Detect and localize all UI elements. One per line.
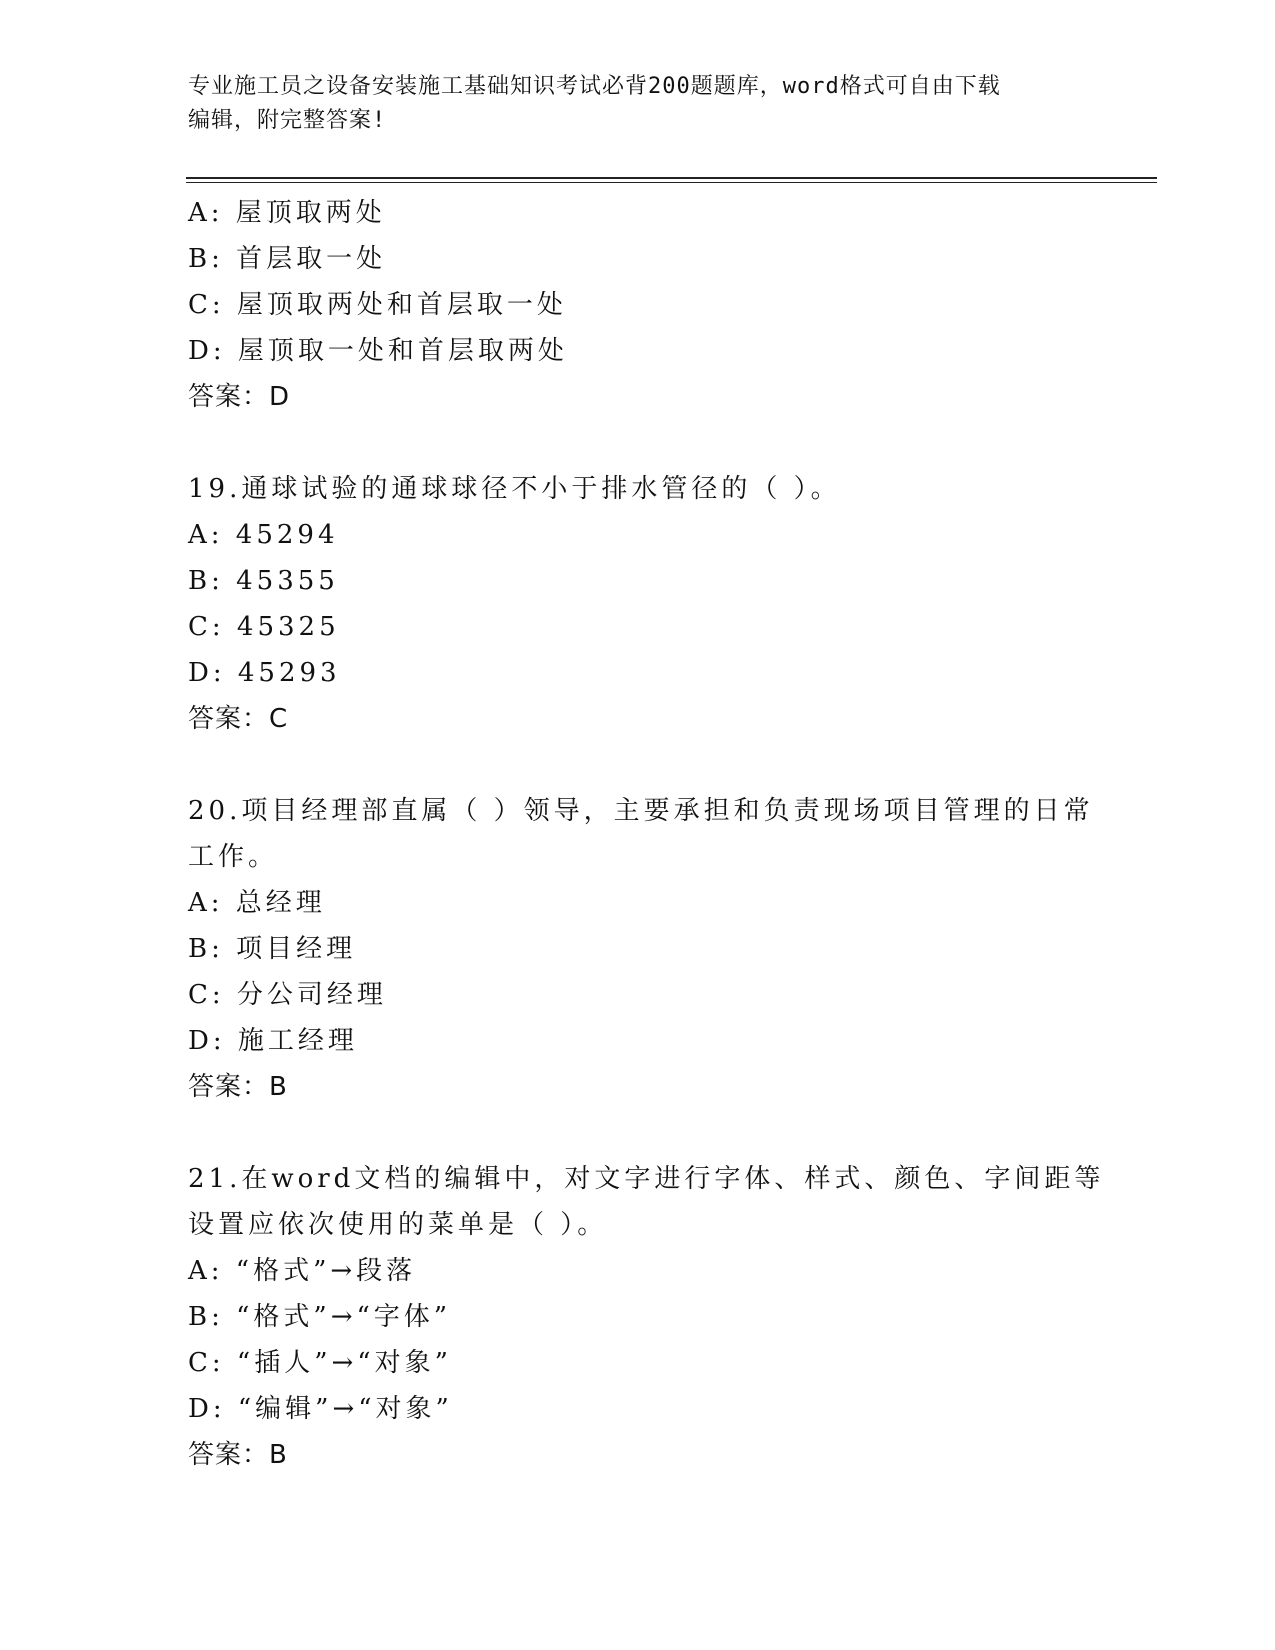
header-divider-thick xyxy=(186,177,1157,179)
option-b: B: “格式”→“字体” xyxy=(188,1302,452,1332)
question-text-line-2: 工作。 xyxy=(188,842,279,872)
answer: 答案：C xyxy=(188,704,289,734)
option-d: D: 45293 xyxy=(188,658,341,688)
document-header xyxy=(188,70,1068,138)
question-21 xyxy=(188,1156,1105,1478)
option-c: C: 屋顶取两处和首层取一处 xyxy=(188,290,567,320)
question-text-line-2: 设置应依次使用的菜单是（ ）。 xyxy=(188,1210,608,1240)
option-b: B: 项目经理 xyxy=(188,934,357,964)
answer: 答案：B xyxy=(188,1072,288,1102)
option-a: A: 45294 xyxy=(188,520,339,550)
option-c: C: 45325 xyxy=(188,612,340,642)
question-text: 19.通球试验的通球球径不小于排水管径的（ ）。 xyxy=(188,474,841,504)
answer: 答案：B xyxy=(188,1440,288,1470)
option-c: C: 分公司经理 xyxy=(188,980,387,1010)
option-d: D: 施工经理 xyxy=(188,1026,358,1056)
question-20 xyxy=(188,788,1094,1110)
option-a: A: “格式”→段落 xyxy=(188,1256,417,1286)
option-d: D: 屋顶取一处和首层取两处 xyxy=(188,336,568,366)
question-18 xyxy=(188,190,1088,420)
option-b: B: 首层取一处 xyxy=(188,244,387,274)
header-line-1: 专业施工员之设备安装施工基础知识考试必背200题题库，word格式可自由下载 xyxy=(188,74,1001,99)
option-b: B: 45355 xyxy=(188,566,339,596)
question-text-line-1: 21.在word文档的编辑中，对文字进行字体、样式、颜色、字间距等 xyxy=(188,1164,1105,1194)
question-list xyxy=(188,190,1105,1478)
answer: 答案：D xyxy=(188,382,291,412)
question-19 xyxy=(188,466,1088,742)
option-a: A: 屋顶取两处 xyxy=(188,198,386,228)
header-divider-thin xyxy=(186,182,1157,183)
question-text-line-1: 20.项目经理部直属（ ）领导，主要承担和负责现场项目管理的日常 xyxy=(188,796,1094,826)
option-d: D: “编辑”→“对象” xyxy=(188,1394,453,1424)
option-a: A: 总经理 xyxy=(188,888,326,918)
option-c: C: “插人”→“对象” xyxy=(188,1348,452,1378)
header-line-2: 编辑，附完整答案! xyxy=(188,108,387,133)
